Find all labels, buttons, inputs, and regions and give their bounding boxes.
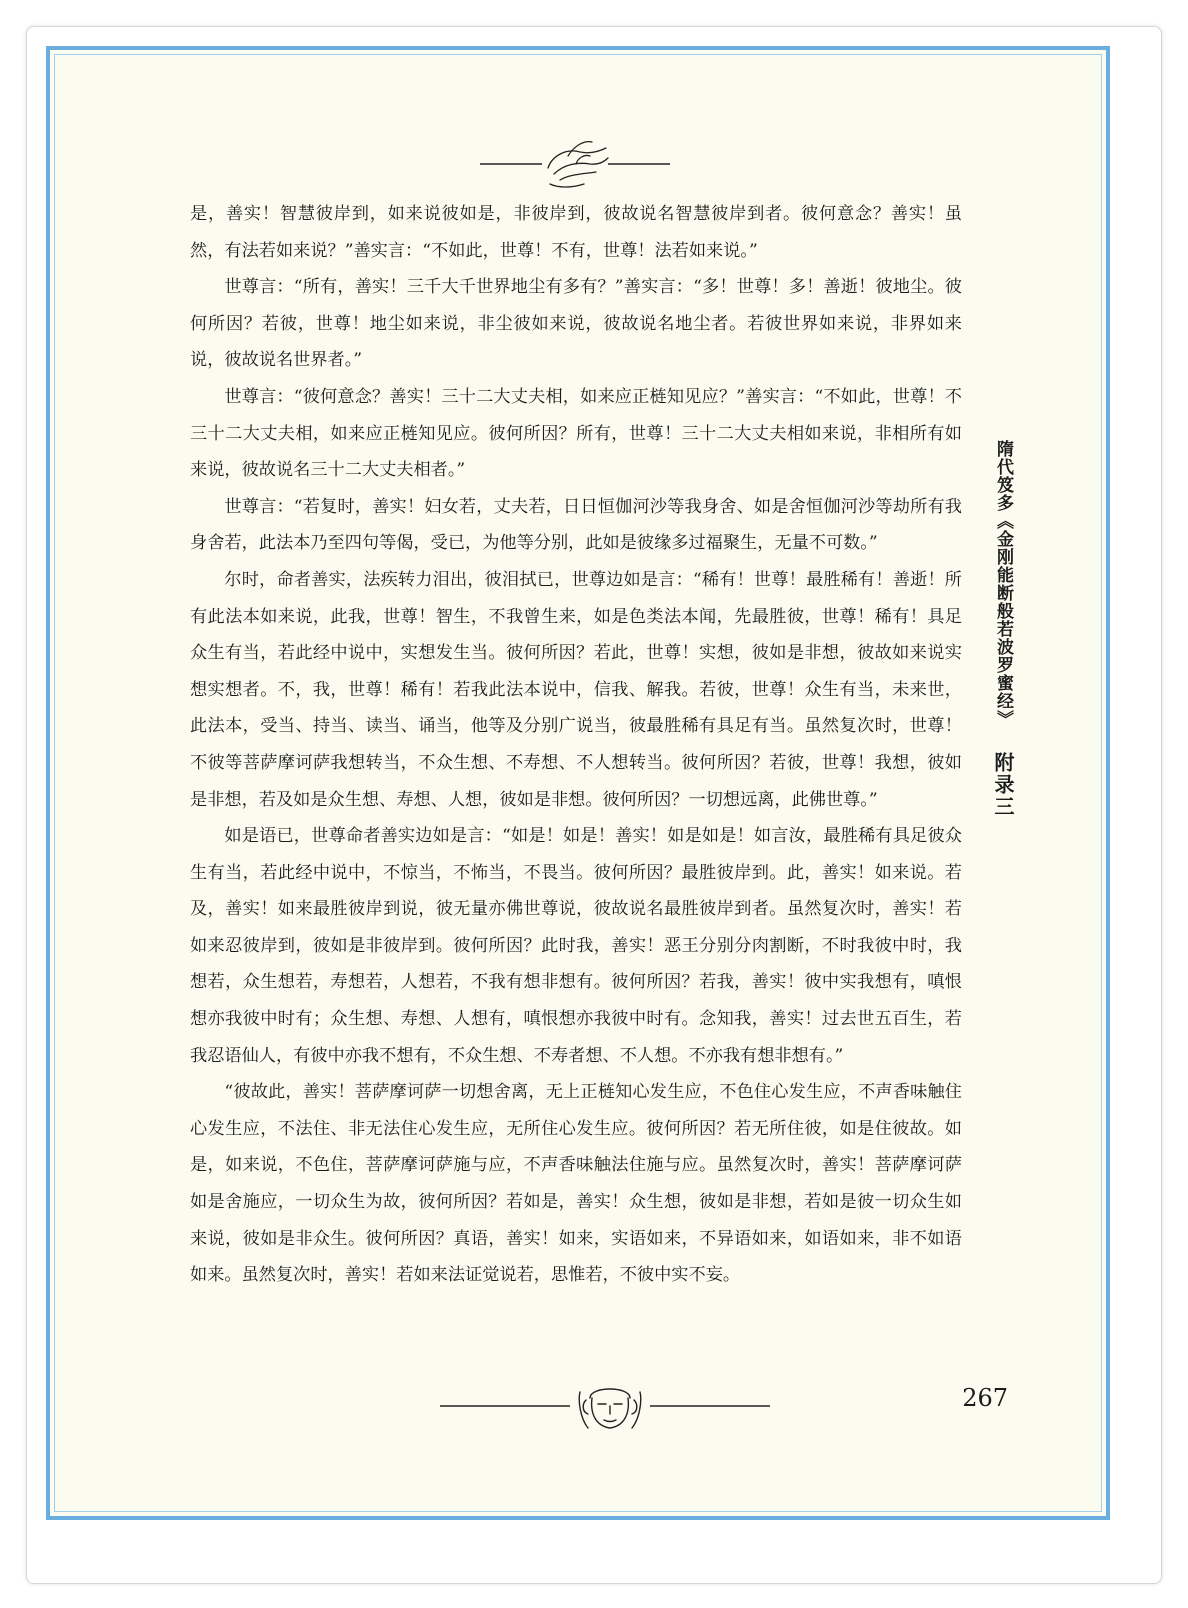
top-hand-ornament — [480, 134, 680, 192]
running-title-vertical: 隋代笈多《金刚能断般若波罗蜜经》 — [993, 440, 1013, 728]
paragraph: 世尊言：“彼何意念？善实！三十二大丈夫相，如来应正梿知见应？”善实言：“不如此，世尊！不三十二大丈夫相，如来应正梿知见应。彼何所因？所有，世尊！三十二大丈夫相如来说，非相所有如来说，彼故说名三十二大丈夫相者。” — [190, 386, 962, 481]
paragraph: 世尊言：“若复时，善实！妇女若，丈夫若，日日恒伽河沙等我身舍、如是舍恒伽河沙等劫所有我身舍若，此法本乃至四句等偈，受已，为他等分别，此如是彼缘多过福聚生，无量不可数。” — [190, 496, 962, 554]
paragraph: 如是语已，世尊命者善实边如是言：“如是！如是！善实！如是如是！如言汝，最胜稀有具足彼众生有当，若此经中说中，不惊当，不怖当，不畏当。彼何所因？最胜彼岸到。此，善实！如来说。若及，善实！如来最胜彼岸到说，彼无量亦佛世尊说，彼故说名最胜彼岸到者。虽然复次时，善实！若如来忍彼岸到，彼如是非彼岸到。彼何所因？此时我，善实！恶王分别分肉割断，不时我彼中时，我想若，众生想若，寿想若，人想若，不我有想非想有。彼何所因？若我，善实！彼中实我想有，嗔恨想亦我彼中时有；众生想、寿想、人想有，嗔恨想亦我彼中时有。念知我，善实！过去世五百生，若我忍语仙人，有彼中亦我不想有，不众生想、不寿者想、不人想。不亦我有想非想有。” — [190, 826, 962, 1066]
paragraph: 世尊言：“所有，善实！三千大千世界地尘有多有？”善实言：“多！世尊！多！善逝！彼地尘。彼何所因？若彼，世尊！地尘如来说，非尘彼如来说，彼故说名地尘者。若彼世界如来说，非界如来说，彼故说名世界者。” — [190, 277, 962, 371]
bottom-buddha-face-ornament — [440, 1378, 780, 1436]
scripture-text — [190, 196, 962, 1294]
appendix-label-vertical: 附录三 — [991, 752, 1015, 818]
paragraph: 是，善实！智慧彼岸到，如来说彼如是，非彼岸到，彼故说名智慧彼岸到者。彼何意念？善实！虽然，有法若如来说？”善实言：“不如此，世尊！不有，世尊！法若如来说。” — [190, 204, 962, 261]
page-number: 267 — [962, 1384, 1008, 1412]
paragraph: “彼故此，善实！菩萨摩诃萨一切想舍离，无上正梿知心发生应，不色住心发生应，不声香味触住心发生应，不法住、非无法住心发生应，无所住心发生应。彼何所因？若无所住彼，如是住彼故。如是，如来说，不色住，菩萨摩诃萨施与应，不声香味触法住施与应。虽然复次时，善实！菩萨摩诃萨如是舍施应，一切众生为故，彼何所因？若如是，善实！众生想，彼如是非想，若如是彼一切众生如来说，彼如是非众生。彼何所因？真语，善实！如来，实语如来，不异语如来，如语如来，非不如语如来。虽然复次时，善实！若如来法证觉说若，思惟若，不彼中实不妄。 — [190, 1082, 962, 1286]
paragraph: 尔时，命者善实，法疾转力泪出，彼泪拭已，世尊边如是言：“稀有！世尊！最胜稀有！善逝！所有此法本如来说，此我，世尊！智生，不我曾生来，如是色类法本闻，先最胜彼，世尊！稀有！具足众生有当，若此经中说中，实想发生当。彼何所因？若此，世尊！实想，彼如是非想，彼故如来说实想实想者。不，我，世尊！稀有！若我此法本说中，信我、解我。若彼，世尊！众生有当，未来世，此法本，受当、持当、读当、诵当，他等及分别广说当，彼最胜稀有具足有当。虽然复次时，世尊！不彼等菩萨摩诃萨我想转当，不众生想、不寿想、不人想转当。彼何所因？若彼，世尊！我想，彼如是非想，若及如是众生想、寿想、人想，彼如是非想。彼何所因？一切想远离，此佛世尊。” — [190, 569, 962, 810]
